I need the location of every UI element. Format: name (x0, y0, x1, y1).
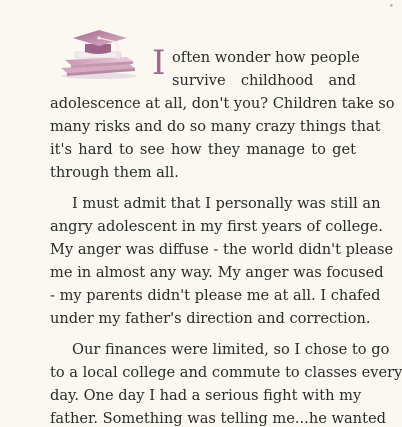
text-line: Our finances were limited, so I chose to go (72, 341, 390, 358)
text-line: father. Something was telling me...he wanted (50, 410, 386, 427)
graduation-cap-on-books-icon (55, 24, 141, 80)
text-line: day. One day I had a serious fight with my (50, 387, 362, 404)
text-line: me in almost any way. My anger was focused (50, 264, 384, 281)
text-line: survive childhood and (172, 72, 356, 89)
text-line: often wonder how people (172, 49, 360, 66)
text-line: to a local college and commute to classes every (50, 364, 402, 381)
corner-mark: • (388, 2, 394, 12)
text-line: I must admit that I personally was still an (72, 195, 381, 212)
text-line: under my father's direction and correction. (50, 310, 371, 327)
text-line: through them all. (50, 164, 179, 181)
text-line: - my parents didn't please me at all. I chafed (50, 287, 381, 304)
drop-cap: I (152, 43, 166, 83)
text-line: angry adolescent in my first years of college. (50, 218, 383, 235)
text-line: it's hard to see how they manage to get (50, 141, 356, 158)
text-line: many risks and do so many crazy things that (50, 118, 381, 135)
text-line: My anger was diffuse - the world didn't please (50, 241, 394, 258)
text-line: adolescence at all, don't you? Children take so (50, 95, 395, 112)
